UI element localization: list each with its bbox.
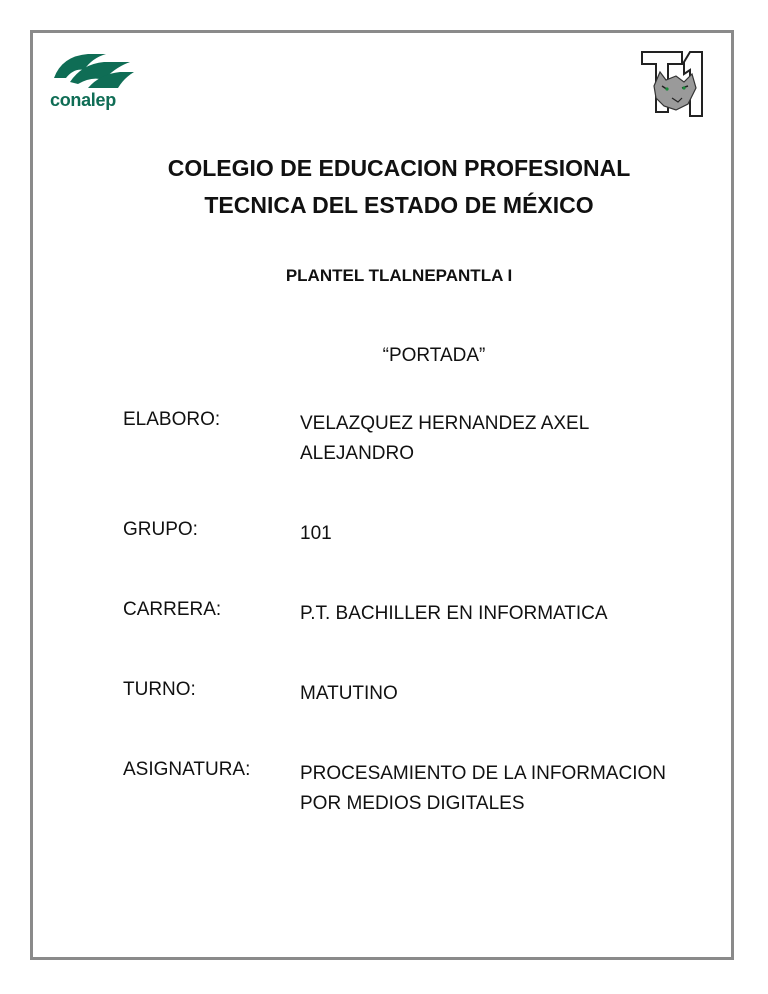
- conalep-wordmark: conalep: [50, 90, 116, 110]
- field-value-carrera: [300, 599, 720, 629]
- field-value-line: 101: [300, 523, 332, 544]
- field-label-turno: TURNO:: [123, 679, 196, 700]
- field-value-grupo: [300, 519, 720, 549]
- field-value-elaboro: [300, 409, 720, 469]
- document-label: “PORTADA”: [382, 345, 486, 366]
- field-value-turno: [300, 679, 720, 709]
- field-label-asignatura: ASIGNATURA:: [123, 759, 251, 780]
- field-value-line: PROCESAMIENTO DE LA INFORMACION: [300, 763, 666, 784]
- campus-name: PLANTEL TLALNEPANTLA I: [285, 266, 513, 285]
- field-label-elaboro: ELABORO:: [123, 409, 221, 430]
- field-value-line: MATUTINO: [300, 683, 398, 704]
- field-value-line: VELAZQUEZ HERNANDEZ AXEL: [300, 413, 590, 434]
- field-value-asignatura: [300, 759, 720, 819]
- field-value-line: POR MEDIOS DIGITALES: [300, 793, 525, 814]
- institution-title-line2: TECNICA DEL ESTADO DE MÉXICO: [204, 192, 594, 218]
- institution-title-line1: COLEGIO DE EDUCACION PROFESIONAL: [167, 155, 631, 181]
- field-value-line: P.T. BACHILLER EN INFORMATICA: [300, 603, 608, 624]
- conalep-logo-icon: [48, 48, 138, 114]
- plantel-wolf-emblem-icon: [638, 46, 718, 120]
- field-label-grupo: GRUPO:: [123, 519, 198, 540]
- field-value-line: ALEJANDRO: [300, 443, 415, 464]
- field-label-carrera: CARRERA:: [123, 599, 222, 620]
